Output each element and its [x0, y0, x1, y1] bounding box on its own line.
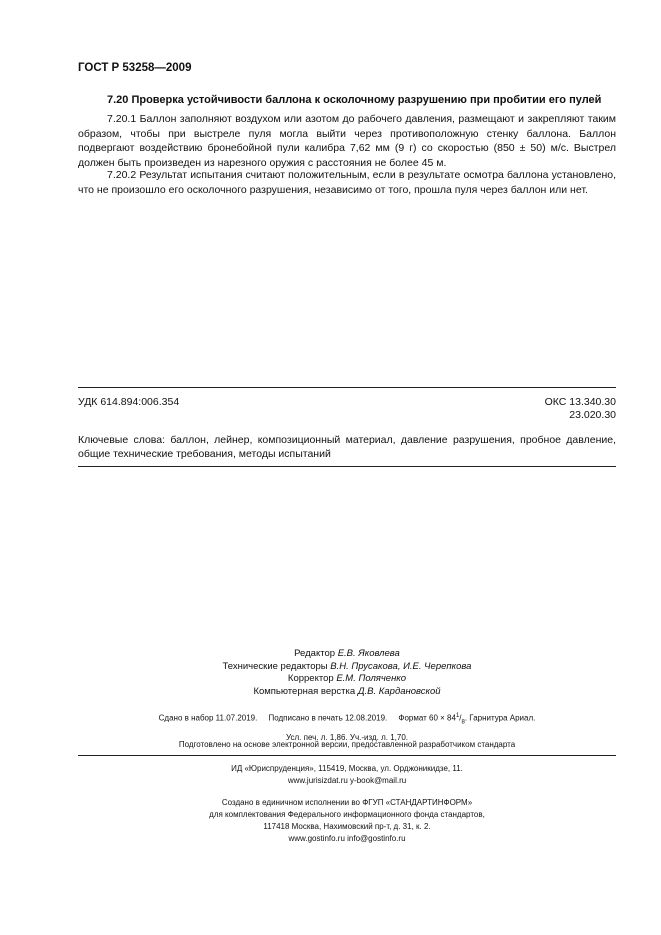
- oks-code-1: ОКС 13.340.30: [544, 396, 616, 408]
- udk-code: УДК 614.894:006.354: [78, 396, 180, 408]
- corrector-name: Е.М. Поляченко: [336, 673, 407, 684]
- publisher-contacts: www.jurisizdat.ru y-book@mail.ru: [287, 776, 407, 785]
- prepared-note: Подготовлено на основе электронной версии, предоставленной разработчиком стандарта: [178, 740, 516, 749]
- corrector-label: Корректор: [287, 673, 334, 684]
- publication-line-2: Усл. печ. л. 1,86. Уч.-изд. л. 1,70.: [285, 733, 409, 743]
- maker-info: [78, 797, 616, 845]
- tech-editors-line: [78, 661, 616, 674]
- section-title: 7.20 Проверка устойчивости баллона к осколочному разрушению при пробитии его пулей: [107, 94, 602, 106]
- keywords: Ключевые слова: баллон, лейнер, композиционный материал, давление разрушения, пробное давление, общие технические требования, методы испытаний: [78, 434, 616, 460]
- editor-label: Редактор: [294, 648, 336, 659]
- oks-codes: [545, 396, 616, 422]
- typeface: . Гарнитура Ариал.: [464, 713, 536, 723]
- maker-line-2: для комплектования Федерального информационного фонда стандартов,: [209, 810, 485, 819]
- corrector-line: [78, 673, 616, 686]
- maker-line-3: 117418 Москва, Нахимовский пр-т, д. 31, к. 2.: [263, 822, 431, 831]
- credits-block: [78, 648, 616, 698]
- layout-name: Д.В. Кардановской: [357, 685, 441, 697]
- tech-editors-names: В.Н. Прусакова, И.Е. Черепкова: [330, 660, 472, 672]
- keywords-divider: [78, 466, 616, 467]
- editor-name: Е.В. Яковлева: [337, 648, 400, 659]
- publisher-info: [78, 763, 616, 787]
- format-fraction-den: 8: [461, 719, 465, 726]
- standard-number: ГОСТ Р 53258—2009: [78, 62, 192, 74]
- publisher-address: ИД «Юриспруденция», 115419, Москва, ул. Орджоникидзе, 11.: [231, 764, 463, 773]
- maker-line-4: www.gostinfo.ru info@gostinfo.ru: [288, 834, 406, 843]
- bottom-divider: [78, 755, 616, 756]
- paragraph-7-20-2: 7.20.2 Результат испытания считают положительным, если в результате осмотра баллона установлено, что не произошло его осколочного разрушения, независимо от того, прошла пуля через баллон или нет.: [78, 169, 616, 196]
- publication-line-1: Сдано в набор 11.07.2019. Подписано в печать 12.08.2019. Формат $60 \times 84^1/_8$. Гарнитура Ариал.: [158, 713, 536, 726]
- editor-line: [78, 648, 616, 661]
- maker-line-1: Создано в единичном исполнении во ФГУП «СТАНДАРТИНФОРМ»: [221, 798, 473, 807]
- layout-label: Компьютерная верстка: [253, 685, 356, 697]
- oks-code-2: 23.020.30: [569, 409, 616, 421]
- format: Формат 60 × 84: [398, 713, 456, 723]
- paragraph-7-20-1: 7.20.1 Баллон заполняют воздухом или азотом до рабочего давления, размещают и закрепляют таким образом, чтобы при выстреле пуля могла выйти через противоположную стенку баллона. Баллон подвергают воздействию бронебойной пули калибра 7,62 мм (9 г) со скоростью (850 ± 50) м/с. Выстрел должен быть произведен из нарезного оружия с расстояния не более 45 м.: [78, 113, 616, 169]
- tech-editors-label: Технические редакторы: [222, 660, 328, 672]
- signed-date: Подписано в печать 12.08.2019.: [268, 713, 388, 723]
- layout-line: [78, 686, 616, 699]
- format-fraction-num: 1: [455, 713, 460, 719]
- top-divider: [78, 387, 616, 388]
- typeset-date: Сдано в набор 11.07.2019.: [158, 713, 258, 723]
